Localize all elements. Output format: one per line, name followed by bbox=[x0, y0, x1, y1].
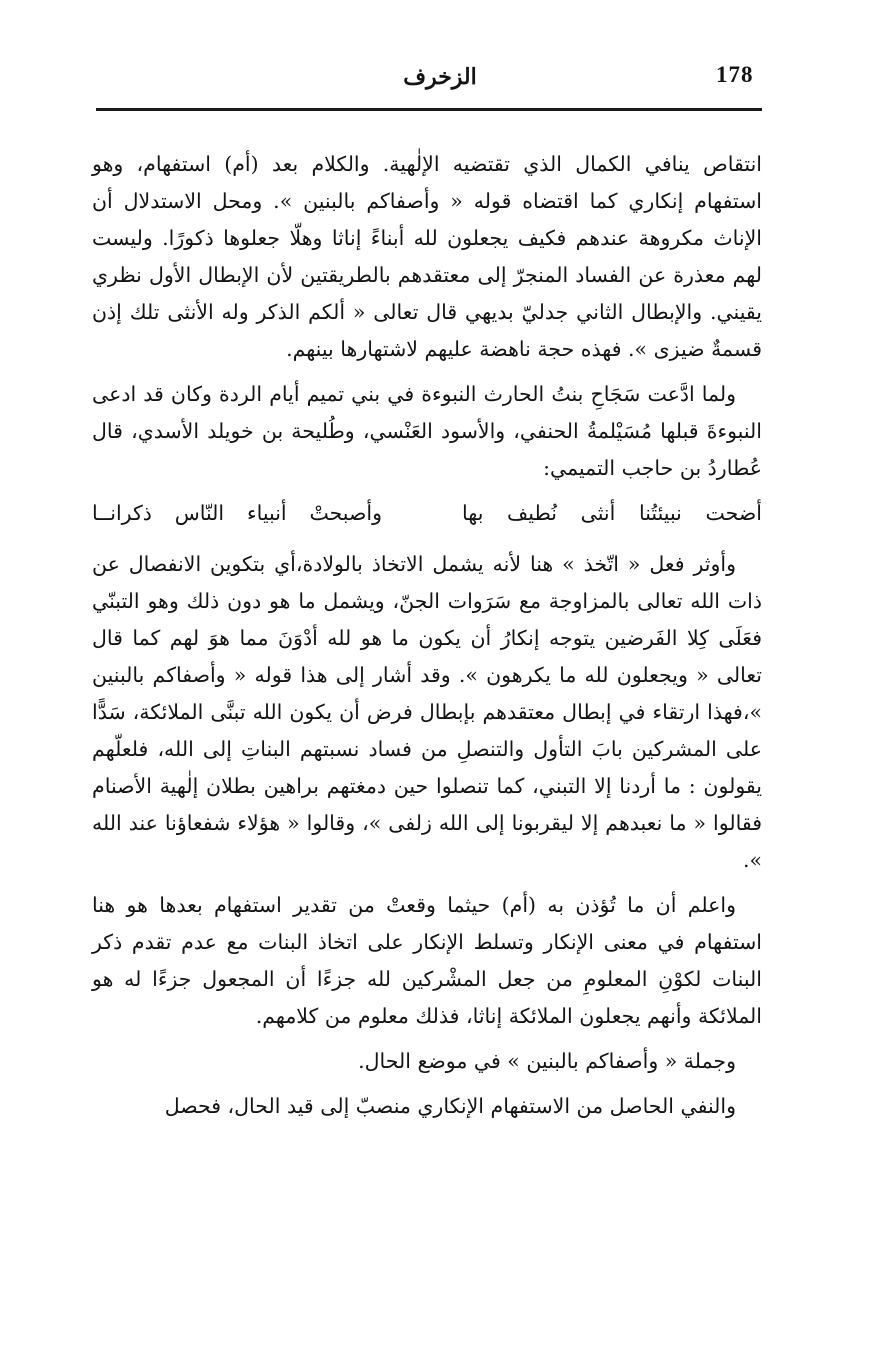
verse-second-hemistich: وأصبحتْ أنبياء النّاس ذكرانــا bbox=[92, 501, 382, 525]
poetry-verse bbox=[92, 495, 762, 532]
body-text bbox=[92, 146, 762, 1133]
verse-first-hemistich: أضحت نبيئتُنا أنثى نُطيف بها bbox=[462, 501, 762, 525]
paragraph: والنفي الحاصل من الاستفهام الإنكاري منصبّ إلى قيد الحال، فحصل bbox=[164, 1094, 736, 1118]
page-number: 178 bbox=[716, 62, 754, 87]
header-rule bbox=[96, 108, 762, 111]
paragraph: وجملة « وأصفاكم بالبنين » في موضع الحال. bbox=[358, 1049, 736, 1073]
paragraph: واعلم أن ما تُؤذن به (أم) حيثما وقعتْ من تقدير استفهام بعدها هو هنا استفهام في معنى الإنكار وتسلط الإنكار على اتخاذ البنات مع عدم تقدم ذكر البنات لكوْنِ المعلومِ من جعل المشْركين لله جزءًا أن المجعول جزءًا له هو الملائكة وأنهم يجعلون الملائكة إناثا، فذلك معلوم من كلامهم. bbox=[92, 893, 762, 1028]
paragraph: ولما ادَّعت سَجَاحِ بنتُ الحارث النبوءة في بني تميم أيام الردة وكان قد ادعى النبوءةَ قبلها مُسَيْلمةُ الحنفي، والأسود العَنْسي، وطُليحة بن خويلد الأسدي، قال عُطاردُ بن حاجب التميمي: bbox=[92, 382, 762, 480]
paragraph: انتقاص ينافي الكمال الذي تقتضيه الإلٰهية. والكلام بعد (أم) استفهام، وهو استفهام إنكاري كما اقتضاه قوله « وأصفاكم بالبنين ». ومحل الاستدلال أن الإناث مكروهة عندهم فكيف يجعلون لله أبناءً إناثا وهلّا جعلوها ذكورًا. وليست لهم معذرة عن الفساد المنجرّ إلى معتقدهم بالطريقتين لأن الإبطال الأول نظري يقيني. والإبطال الثاني جدليّ بديهي قال تعالى « ألكم الذكر وله الأنثى تلك إذن قسمةٌ ضيزى ». فهذه حجة ناهضة عليهم لاشتهارها بينهم. bbox=[92, 152, 762, 361]
chapter-title: الزخرف bbox=[403, 64, 477, 90]
paragraph: وأوثر فعل « اتّخذ » هنا لأنه يشمل الاتخاذ بالولادة،أي بتكوين الانفصال عن ذات الله تعالى بالمزاوجة مع سَرَوات الجنّ، ويشمل ما هو دون ذلك وهو التبنّي فعَلَى كِلا الفَرضين يتوجه إنكارُ أن يكون ما هو لله أدْوَنَ مما هوَ لهم كما قال تعالى « ويجعلون لله ما يكرهون ». وقد أشار إلى هذا قوله « وأصفاكم بالبنين »،فهذا ارتقاء في إبطال معتقدهم بإبطال فرض أن يكون الله تبنَّى الملائكة، سَدًّا على المشركين بابَ التأول والتنصلِ من فساد نسبتهم البناتِ إلى الله، فلعلّهم يقولون : ما أردنا إلا التبني، كما تنصلوا حين دمغتهم براهين بطلان إلٰهية الأصنام فقالوا « ما نعبدهم إلا ليقربونا إلى الله زلفى »، وقالوا « هؤلاء شفعاؤنا عند الله ». bbox=[92, 552, 762, 872]
